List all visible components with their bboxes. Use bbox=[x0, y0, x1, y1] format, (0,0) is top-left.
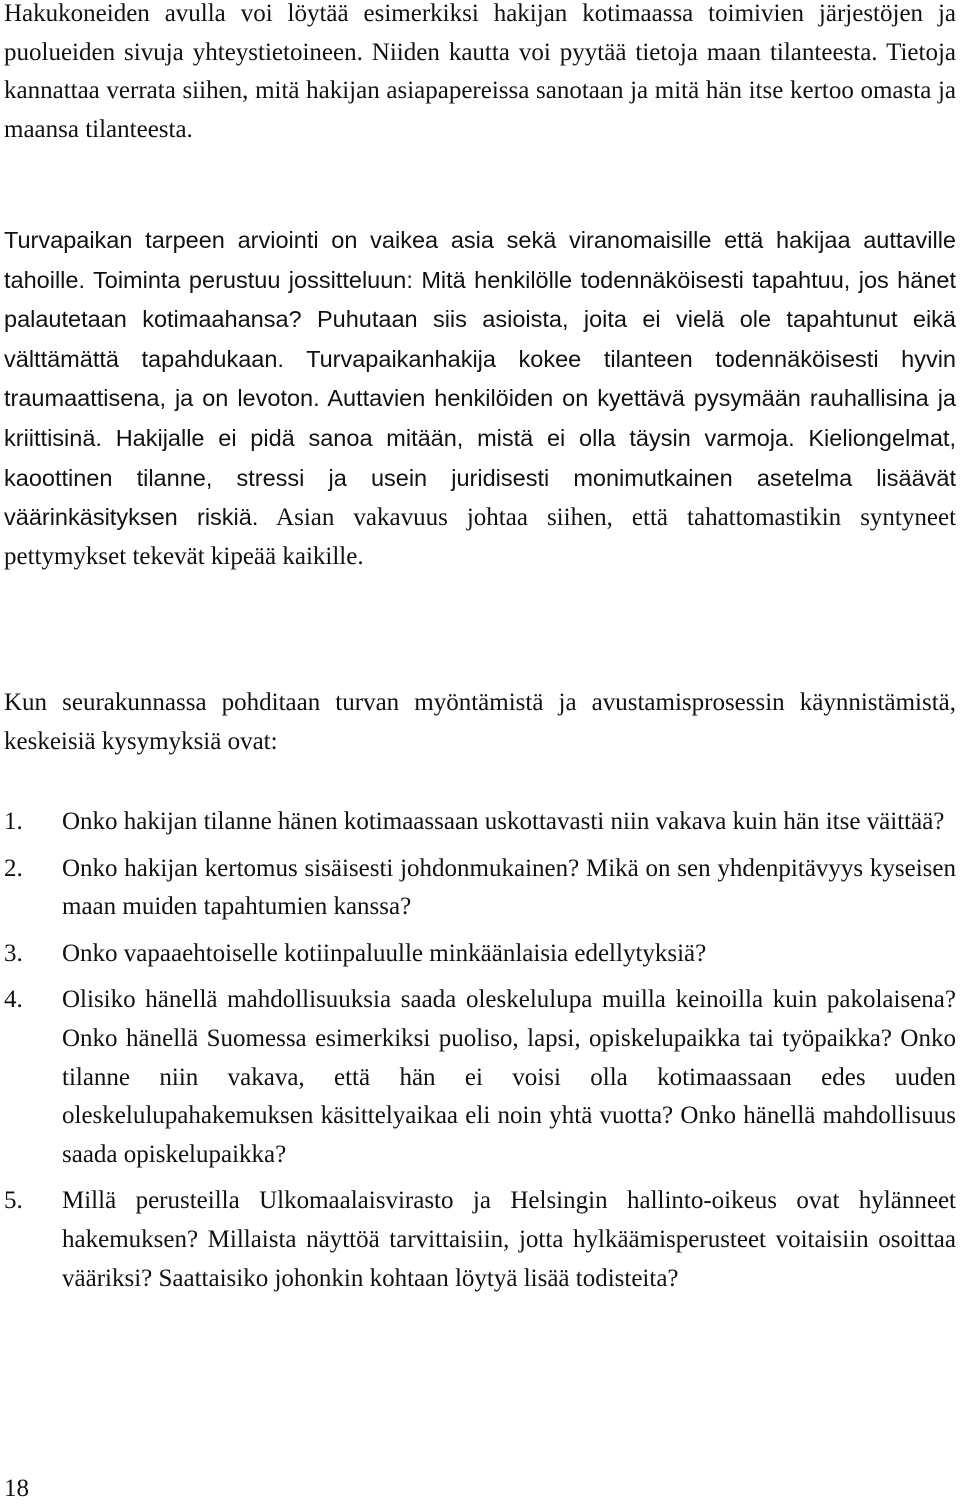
list-item bbox=[0, 1182, 956, 1298]
list-item-number: 5. bbox=[4, 1187, 23, 1215]
paragraph-asylum-assessment-sans-text: Turvapaikan tarpeen arviointi on vaikea asia sekä viranomaisille että hakijaa auttaville tahoille. Toiminta perustuu jossitteluun: Mitä henkilölle todennäköisesti tapahtuu, jos hänet palautetaan kotimaahansa? Puhutaan siis asioista, joita ei vielä ole tapahtunut eikä välttämättä tapahdukaan. Turvapaikanhakija kokee tilanteen todennäköisesti hyvin traumaattisena, ja on levoton. Auttavien henkilöiden on kyettävä pysymään rauhallisina ja kriittisinä. Hakijalle ei pidä sanoa mitään, mistä ei olla täysin varmoja. Kieliongelmat, kaoottinen tilanne, stressi ja usein juridisesti monimutkainen asetelma lisäävät väärinkäsityksen riskiä. bbox=[4, 227, 956, 531]
list-item bbox=[0, 803, 956, 842]
key-questions-list bbox=[0, 803, 956, 1306]
list-item-text: Millä perusteilla Ulkomaalaisvirasto ja Helsingin hallinto-oikeus ovat hylänneet hakemuksen? Millaista näyttöä tarvittaisiin, jotta hylkäämisperusteet voitaisiin osoittaa vääriksi? Saattaisiko johonkin kohtaan löytyä lisää todisteita? bbox=[62, 1187, 956, 1292]
list-item bbox=[0, 850, 956, 927]
list-item-text: Onko hakijan kertomus sisäisesti johdonmukainen? Mikä on sen yhdenpitävyys kyseisen maan muiden tapahtumien kanssa? bbox=[62, 854, 956, 921]
list-item-number: 3. bbox=[4, 939, 23, 967]
list-item-text: Olisiko hänellä mahdollisuuksia saada oleskelulupa muilla keinoilla kuin pakolaisena? Onko hänellä Suomessa esimerkiksi puoliso, lapsi, opiskelupaikka tai työpaikka? Onko tilanne niin vakava, että hän ei voisi olla kotimaassaan edes uuden oleskelulupahakemuksen käsittelyaikaa eli noin yhtä vuotta? Onko hänellä mahdollisuus saada opiskelupaikka? bbox=[62, 986, 956, 1168]
paragraph-search-engines: Hakukoneiden avulla voi löytää esimerkiksi hakijan kotimaassa toimivien järjestöjen ja puolueiden sivuja yhteystietoineen. Niiden kautta voi pyytää tietoja maan tilanteesta. Tietoja kannattaa verrata siihen, mitä hakijan asiapapereissa sanotaan ja mitä hän itse kertoo omasta ja maansa tilanteesta. bbox=[4, 0, 956, 143]
list-item-text: Onko vapaaehtoiselle kotiinpaluulle minkäänlaisia edellytyksiä? bbox=[62, 939, 707, 967]
list-item bbox=[0, 981, 956, 1174]
paragraph-asylum-assessment bbox=[4, 221, 956, 576]
list-item-number: 2. bbox=[4, 854, 23, 882]
list-item-number: 4. bbox=[4, 986, 23, 1014]
page-number: 18 bbox=[4, 1475, 29, 1502]
paragraph-asylum-assessment-serif-text: Asian vakavuus johtaa siihen, että tahattomastikin syntyneet pettymykset tekevät kipeää kaikille. bbox=[4, 504, 957, 570]
list-item-number: 1. bbox=[4, 808, 23, 835]
list-item-text: Onko hakijan tilanne hänen kotimaassaan uskottavasti niin vakava kuin hän itse väittää? bbox=[62, 808, 945, 835]
paragraph-key-questions-intro: Kun seurakunnassa pohditaan turvan myöntämistä ja avustamisprosessin käynnistämistä, keskeisiä kysymyksiä ovat: bbox=[4, 689, 956, 755]
list-item bbox=[0, 935, 956, 974]
